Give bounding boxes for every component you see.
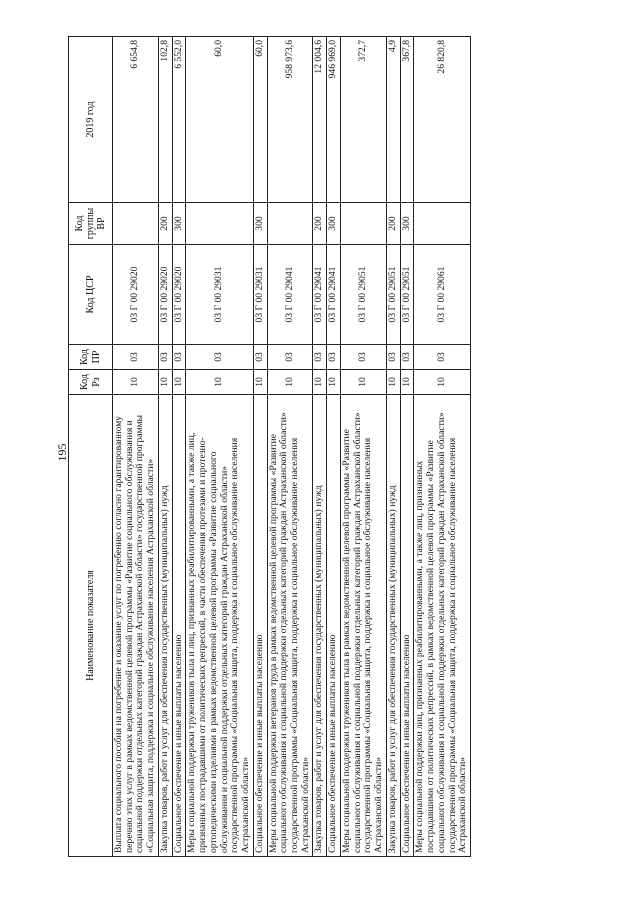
row-name: Меры социальной поддержки лиц, признанных реабилитированными, а также лиц, признанных пострадавшими от политических репрессий, в рамках ведомственной целевой программы «Развитие социального обслуживания и социальной поддержки отдельных категорий граждан Астраханской области» государственной программы «Социальная защита, поддержка и социальное обслуживание населения Астраханской области» [414, 395, 471, 857]
row-pr: 03 [386, 345, 400, 370]
row-vr [267, 203, 313, 245]
row-csr: 03 Г 00 29051 [340, 245, 386, 345]
row-rz: 10 [313, 370, 327, 395]
header-csr: Код ЦСР [69, 245, 113, 345]
row-rz: 10 [414, 370, 471, 395]
row-pr: 03 [400, 345, 414, 370]
row-amount: 60,0 [186, 37, 253, 203]
row-name: Меры социальной поддержки тружеников тыла в рамках ведомственной целевой программы «Развитие социального обслуживания и социальной поддержки отдельных категорий граждан Астраханской области» государственной программы «Социальная защита, поддержка и социальное обслуживание населения Астраханской области» [340, 395, 386, 857]
row-rz: 10 [172, 370, 186, 395]
row-rz: 10 [158, 370, 172, 395]
table-row [113, 37, 159, 857]
row-csr: 03 Г 00 29061 [414, 245, 471, 345]
row-pr: 03 [267, 345, 313, 370]
row-rz: 10 [386, 370, 400, 395]
row-csr: 03 Г 00 29020 [172, 245, 186, 345]
row-pr: 03 [414, 345, 471, 370]
row-amount: 102,8 [158, 37, 172, 203]
row-vr [113, 203, 159, 245]
table-row [414, 37, 471, 857]
row-amount: 367,8 [400, 37, 414, 203]
row-amount: 958 973,6 [267, 37, 313, 203]
row-csr: 03 Г 00 29031 [253, 245, 267, 345]
row-rz: 10 [400, 370, 414, 395]
row-rz: 10 [340, 370, 386, 395]
row-name: Социальное обеспечение и иные выплаты населению [253, 395, 267, 857]
row-csr: 03 Г 00 29031 [186, 245, 253, 345]
row-rz: 10 [113, 370, 159, 395]
row-name: Выплата социального пособия на погребение и оказание услуг по погребению согласно гарантированному перечню этих услуг в рамках ведомственной целевой программы «Развитие социального обслуживания и социальной поддержки отдельных категорий граждан Астраханской области» государственной программы «Социальная защита, поддержка и социальное обслуживание населения Астраханской области» [113, 395, 159, 857]
row-rz: 10 [186, 370, 253, 395]
row-pr: 03 [327, 345, 341, 370]
row-rz: 10 [253, 370, 267, 395]
row-name: Меры социальной поддержки тружеников тыла и лиц, признанных реабилитированными, а также лиц, признанных пострадавшими от политических репрессий, в части обеспечения протезами и протезно-ортопедическими изделиями в рамках ведомственной целевой программы «Развитие социального обслуживания и социальной поддержки отдельных категорий граждан Астраханской области» государственной программы «Социальная защита, поддержка и социальное обслуживание населения Астраханской области» [186, 395, 253, 857]
header-year: 2019 год [69, 37, 113, 203]
row-vr: 200 [158, 203, 172, 245]
row-csr: 03 Г 00 29041 [267, 245, 313, 345]
page-number: 195 [55, 443, 69, 462]
row-name: Закупка товаров, работ и услуг для обеспечения государственных (муниципальных) нужд [386, 395, 400, 857]
table-row [313, 37, 327, 857]
row-amount: 26 820,8 [414, 37, 471, 203]
row-name: Социальное обеспечение и иные выплаты населению [327, 395, 341, 857]
row-vr: 200 [386, 203, 400, 245]
table-row [400, 37, 414, 857]
header-name: Наименование показателя [69, 395, 113, 857]
row-rz: 10 [327, 370, 341, 395]
row-pr: 03 [158, 345, 172, 370]
table-row [386, 37, 400, 857]
row-vr: 300 [253, 203, 267, 245]
row-amount: 946 969,0 [327, 37, 341, 203]
table-row [327, 37, 341, 857]
row-csr: 03 Г 00 29041 [313, 245, 327, 345]
row-pr: 03 [313, 345, 327, 370]
row-name: Социальное обеспечение и иные выплаты населению [172, 395, 186, 857]
row-vr: 200 [313, 203, 327, 245]
row-amount: 6 654,8 [113, 37, 159, 203]
row-vr: 300 [172, 203, 186, 245]
table-row [340, 37, 386, 857]
row-csr: 03 Г 00 29041 [327, 245, 341, 345]
row-vr: 300 [327, 203, 341, 245]
budget-table [68, 36, 471, 857]
row-name: Меры социальной поддержки ветеранов труда в рамках ведомственной целевой программы «Развитие социального обслуживания и социальной поддержки отдельных категорий граждан Астраханской области» государственной программы «Социальная защита, поддержка и социальное обслуживание населения Астраханской области» [267, 395, 313, 857]
row-csr: 03 Г 00 29051 [400, 245, 414, 345]
row-pr: 03 [186, 345, 253, 370]
row-csr: 03 Г 00 29051 [386, 245, 400, 345]
table-header-row [69, 37, 113, 857]
header-pr: Код ПР [69, 345, 113, 370]
row-csr: 03 Г 00 29020 [158, 245, 172, 345]
row-name: Закупка товаров, работ и услуг для обеспечения государственных (муниципальных) нужд [158, 395, 172, 857]
table-row [267, 37, 313, 857]
row-vr [414, 203, 471, 245]
row-pr: 03 [340, 345, 386, 370]
table-row [158, 37, 172, 857]
table-row [172, 37, 186, 857]
row-pr: 03 [172, 345, 186, 370]
row-name: Социальное обеспечение и иные выплаты населению [400, 395, 414, 857]
row-name: Закупка товаров, работ и услуг для обеспечения государственных (муниципальных) нужд [313, 395, 327, 857]
row-pr: 03 [113, 345, 159, 370]
row-amount: 372,7 [340, 37, 386, 203]
table-row [186, 37, 253, 857]
row-vr [186, 203, 253, 245]
row-vr [340, 203, 386, 245]
row-amount: 12 004,6 [313, 37, 327, 203]
row-amount: 4,9 [386, 37, 400, 203]
table-row [253, 37, 267, 857]
row-amount: 60,0 [253, 37, 267, 203]
header-rz: Код Рз [69, 370, 113, 395]
row-pr: 03 [253, 345, 267, 370]
row-csr: 03 Г 00 29020 [113, 245, 159, 345]
header-vr: Код группы ВР [69, 203, 113, 245]
row-amount: 6 552,0 [172, 37, 186, 203]
row-vr: 300 [400, 203, 414, 245]
row-rz: 10 [267, 370, 313, 395]
